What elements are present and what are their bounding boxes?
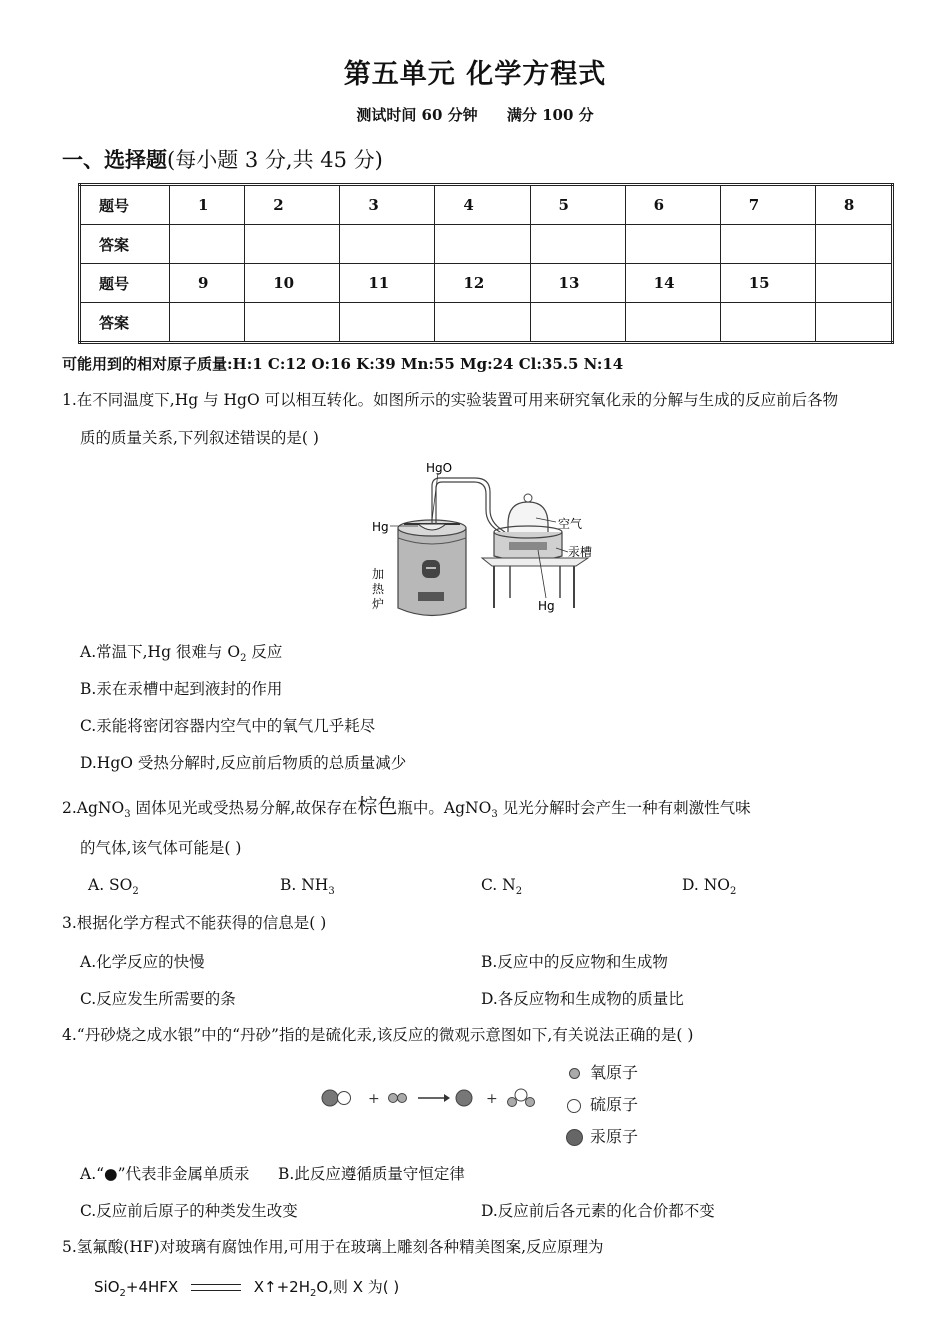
label-trough: 汞槽 xyxy=(568,545,593,559)
q1-stem-line1: 1.在不同温度下,Hg 与 HgO 可以相互转化。如图所示的实验装置可用来研究氧化汞的分解与生成的反应前后各物 xyxy=(62,391,839,409)
legend-sulfur: 硫原子 xyxy=(566,1092,638,1124)
label-furnace-2: 热 xyxy=(372,582,385,596)
label-furnace-1: 加 xyxy=(372,567,385,581)
q4-option-a[interactable]: A.“●”代表非金属单质汞 xyxy=(80,1165,250,1183)
answer-cell[interactable] xyxy=(435,303,530,343)
table-cell: 15 xyxy=(720,264,815,303)
table-cell: 5 xyxy=(530,185,625,225)
q2-option-d[interactable]: D. $NO_2$ xyxy=(682,876,737,898)
label-hg-left: Hg xyxy=(372,520,389,534)
q3-option-c[interactable]: C.反应发生所需要的条 xyxy=(80,990,236,1008)
q3-option-d[interactable]: D.各反应物和生成物的质量比 xyxy=(481,990,684,1008)
q4-option-c[interactable]: C.反应前后原子的种类发生改变 xyxy=(80,1202,298,1220)
table-cell: 14 xyxy=(625,264,720,303)
q3-option-b[interactable]: B.反应中的反应物和生成物 xyxy=(481,953,668,971)
q1-option-c[interactable]: C.汞能将密闭容器内空气中的氧气几乎耗尽 xyxy=(80,717,376,735)
q1-option-d[interactable]: D.HgO 受热分解时,反应前后物质的总质量减少 xyxy=(80,754,407,772)
table-cell: 4 xyxy=(435,185,530,225)
section-heading: 一、选择题(每小题 3 分,共 45 分) xyxy=(62,147,383,172)
mercury-oxide-apparatus-figure xyxy=(360,458,600,628)
test-info xyxy=(0,104,950,125)
table-cell: 题号 xyxy=(80,264,170,303)
full-score: 满分 100 分 xyxy=(506,106,594,124)
table-cell: 10 xyxy=(245,264,340,303)
answer-cell[interactable] xyxy=(815,303,892,343)
q4-option-b[interactable]: B.此反应遵循质量守恒定律 xyxy=(278,1165,465,1183)
test-time: 测试时间 60 分钟 xyxy=(356,106,478,124)
label-hgo: HgO xyxy=(426,461,453,475)
table-cell: 13 xyxy=(530,264,625,303)
answer-cell[interactable] xyxy=(340,303,435,343)
reaction-micro-diagram xyxy=(316,1086,546,1112)
table-cell: 答案 xyxy=(80,225,170,264)
page-title: 第五单元 化学方程式 xyxy=(343,59,607,90)
answer-cell[interactable] xyxy=(815,225,892,264)
q3-option-a[interactable]: A.化学反应的快慢 xyxy=(80,953,205,971)
answer-table xyxy=(78,183,894,344)
table-cell xyxy=(815,264,892,303)
table-cell: 1 xyxy=(170,185,245,225)
table-cell: 12 xyxy=(435,264,530,303)
answer-cell[interactable] xyxy=(340,225,435,264)
table-cell: 7 xyxy=(720,185,815,225)
table-cell: 8 xyxy=(815,185,892,225)
answer-cell[interactable] xyxy=(245,225,340,264)
q4-option-d[interactable]: D.反应前后各元素的化合价都不变 xyxy=(481,1202,715,1220)
table-row xyxy=(80,303,893,343)
table-cell: 3 xyxy=(340,185,435,225)
q1-stem-line2: 质的质量关系,下列叙述错误的是( ) xyxy=(80,429,319,447)
answer-cell[interactable] xyxy=(170,303,245,343)
table-cell: 11 xyxy=(340,264,435,303)
q5-stem: 5.氢氟酸(HF)对玻璃有腐蚀作用,可用于在玻璃上雕刻各种精美图案,反应原理为 xyxy=(62,1238,604,1256)
answer-cell[interactable] xyxy=(530,303,625,343)
answer-cell[interactable] xyxy=(720,225,815,264)
answer-cell[interactable] xyxy=(625,225,720,264)
table-cell: 题号 xyxy=(80,185,170,225)
q1-option-b[interactable]: B.汞在汞槽中起到液封的作用 xyxy=(80,680,283,698)
table-cell: 6 xyxy=(625,185,720,225)
label-furnace-3: 炉 xyxy=(372,597,385,611)
answer-cell[interactable] xyxy=(530,225,625,264)
answer-cell[interactable] xyxy=(625,303,720,343)
q2-stem-line1: 2.AgNO$_3$ 固体见光或受热易分解,故保存在棕色瓶中。AgNO$_3$ 见光分解时会产生一种有刺激性气味 xyxy=(62,794,751,821)
table-row xyxy=(80,264,893,303)
answer-cell[interactable] xyxy=(170,225,245,264)
q1-option-a[interactable]: A.常温下,Hg 很难与 $O_2$ 反应 xyxy=(80,643,283,665)
table-row xyxy=(80,185,893,225)
q4-stem: 4.“丹砂烧之成水银”中的“丹砂”指的是硫化汞,该反应的微观示意图如下,有关说法正确的是( ) xyxy=(62,1026,694,1044)
sulfur-atom-icon xyxy=(567,1099,581,1113)
table-cell: 9 xyxy=(170,264,245,303)
q2-option-c[interactable]: C. $N_2$ xyxy=(481,876,523,898)
table-cell: 2 xyxy=(245,185,340,225)
table-cell: 答案 xyxy=(80,303,170,343)
q2-option-a[interactable]: A. $SO_2$ xyxy=(88,876,139,898)
legend-mercury: 汞原子 xyxy=(566,1124,638,1156)
q2-option-b[interactable]: B. $NH_3$ xyxy=(280,876,335,898)
mercury-atom-icon xyxy=(566,1129,583,1146)
q5-equation: SiO$_2$+4HFX $X↑+2H_2O$,则 X 为( ) xyxy=(94,1278,400,1299)
answer-cell[interactable] xyxy=(720,303,815,343)
label-air: 空气 xyxy=(558,517,583,531)
q3-stem: 3.根据化学方程式不能获得的信息是( ) xyxy=(62,914,327,932)
answer-cell[interactable] xyxy=(245,303,340,343)
svg-text:+: + xyxy=(368,1091,380,1107)
svg-text:+: + xyxy=(486,1091,498,1107)
atom-legend xyxy=(566,1060,638,1156)
answer-cell[interactable] xyxy=(435,225,530,264)
legend-oxygen: 氧原子 xyxy=(566,1060,638,1092)
atomic-masses: 可能用到的相对原子质量:H:1 C:12 O:16 K:39 Mn:55 Mg:24 Cl:35.5 N:14 xyxy=(62,355,624,373)
oxygen-atom-icon xyxy=(569,1068,580,1079)
table-row xyxy=(80,225,893,264)
equals-sign xyxy=(191,1284,241,1291)
label-hg-bottom: Hg xyxy=(538,599,555,613)
q2-stem-line2: 的气体,该气体可能是( ) xyxy=(80,839,242,857)
